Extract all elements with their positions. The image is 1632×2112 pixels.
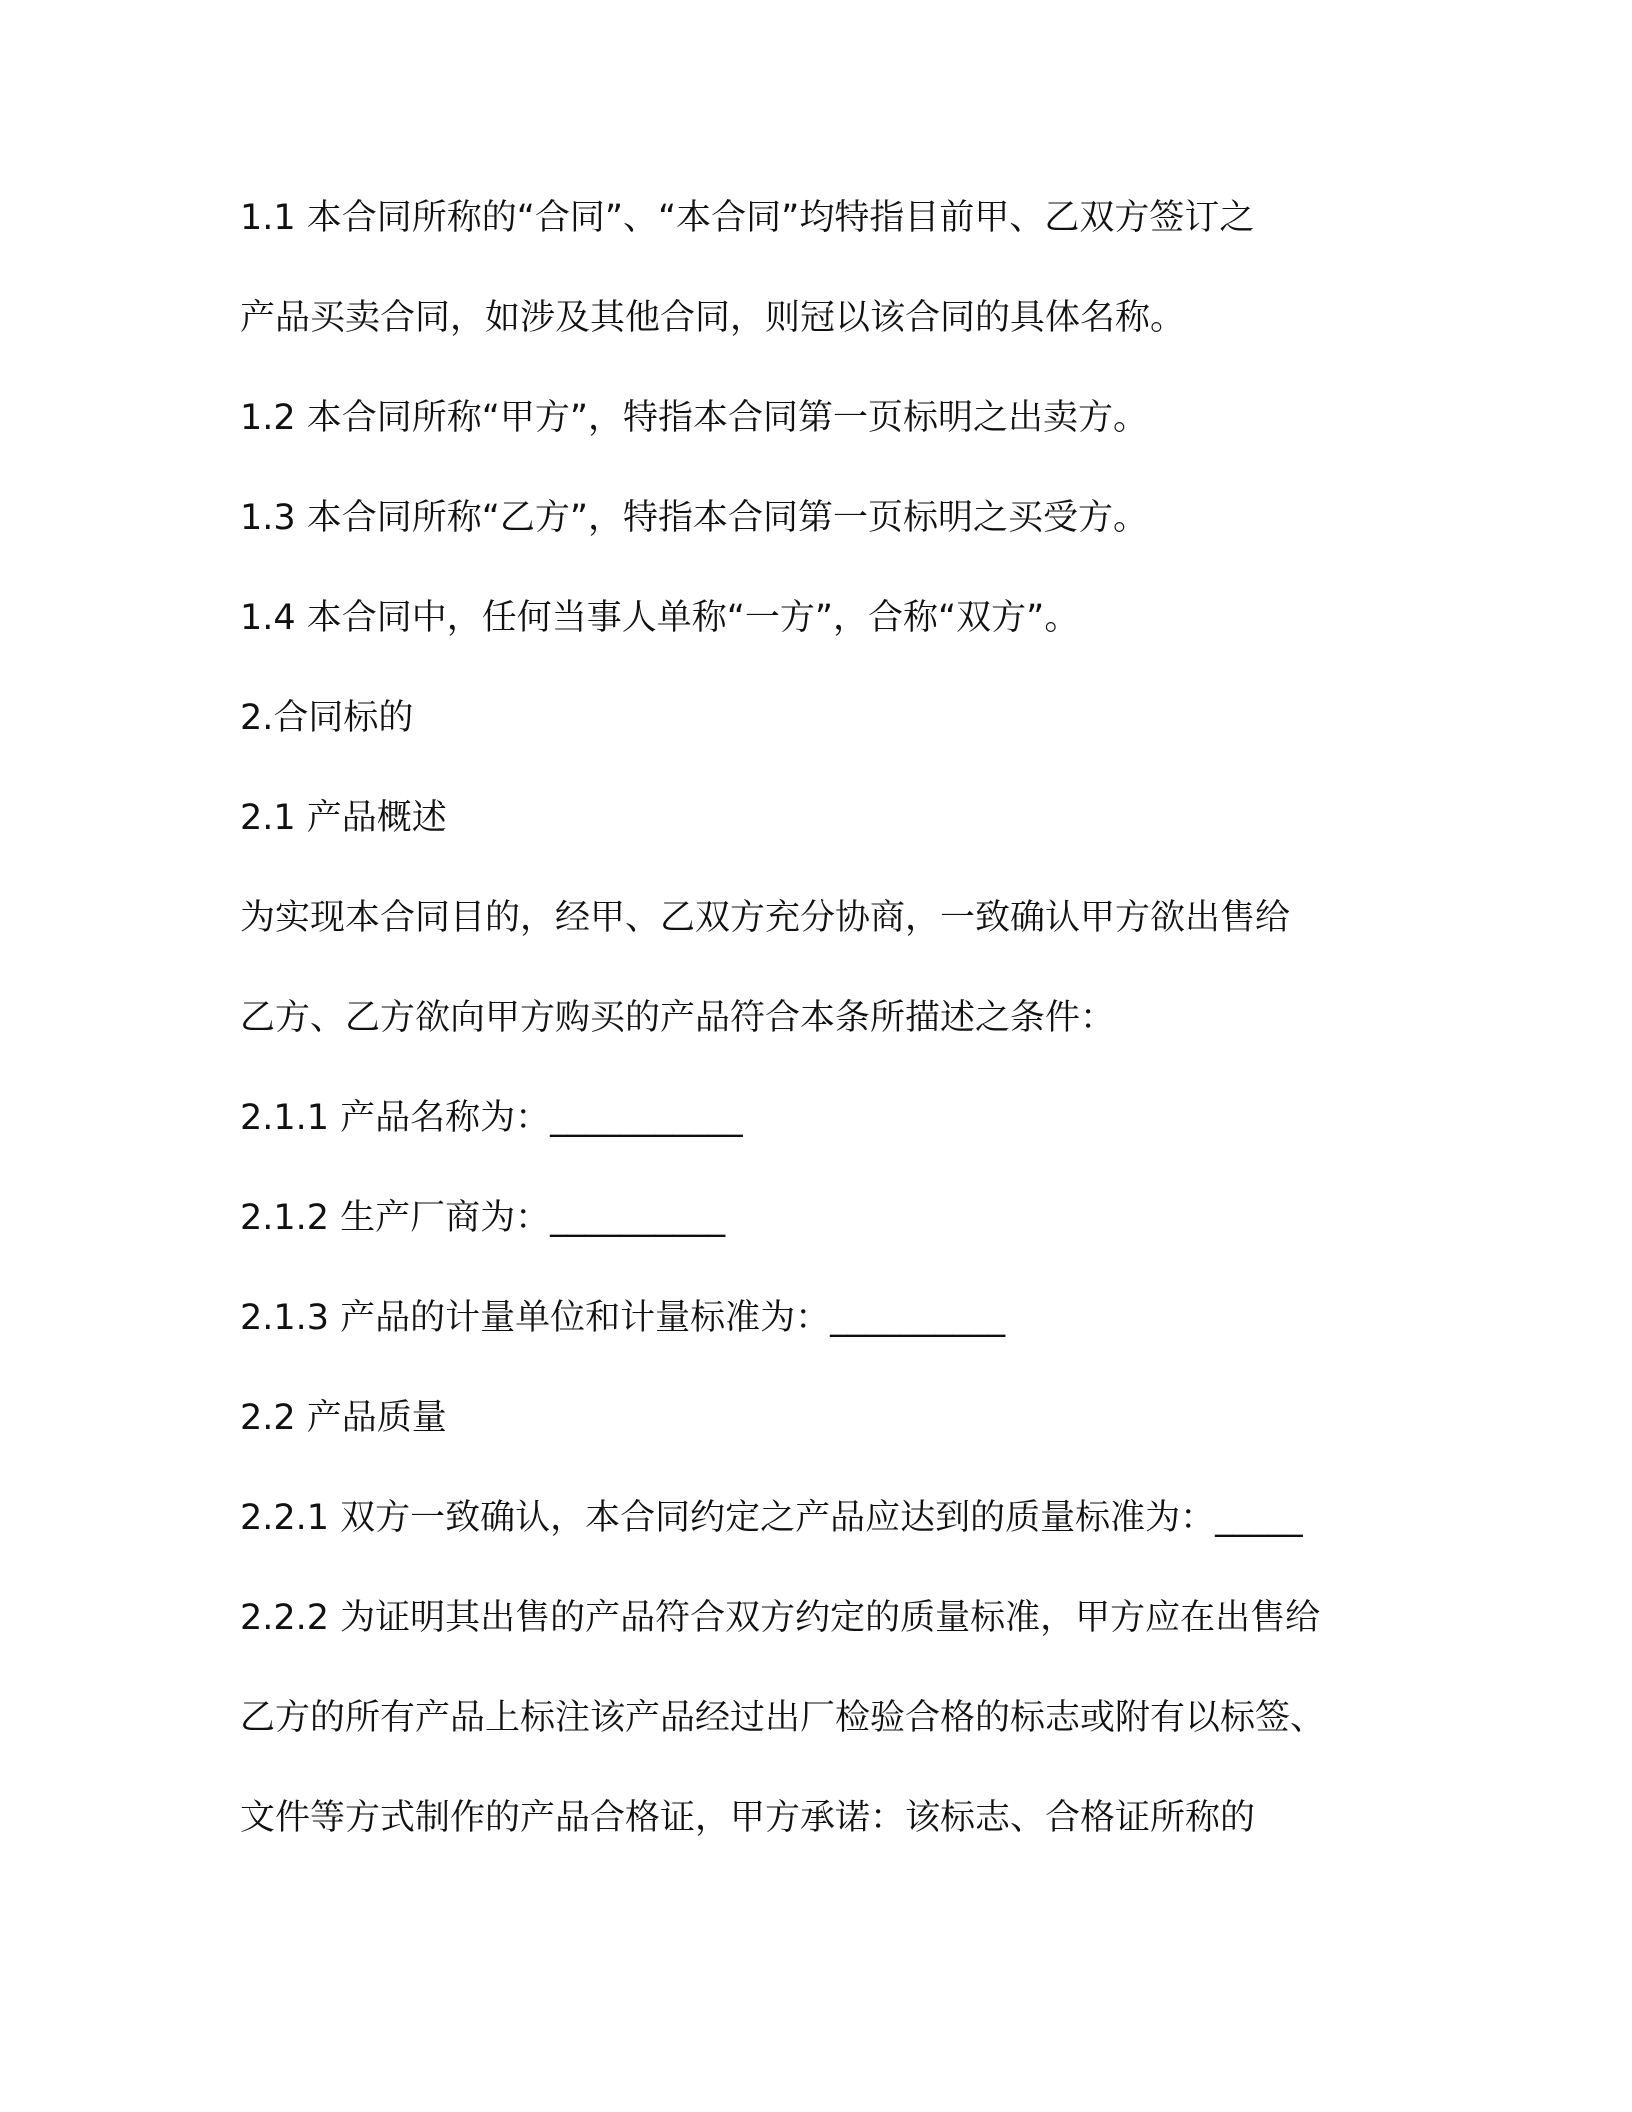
section-heading-2: 2.合同标的 <box>240 698 414 738</box>
text-line-1-4: 1.4 本合同中，任何当事人单称“一方”，合称“双方”。 <box>240 598 1080 638</box>
text-line-2-1a: 为实现本合同目的，经甲、乙双方充分协商，一致确认甲方欲出售给 <box>240 898 1291 938</box>
text-line-2-1-1: 2.1.1 产品名称为：___________ <box>240 1098 743 1138</box>
text-line-2-1b: 乙方、乙方欲向甲方购买的产品符合本条所描述之条件： <box>240 998 1116 1038</box>
text-line-1-2: 1.2 本合同所称“甲方”，特指本合同第一页标明之出卖方。 <box>240 398 1149 438</box>
text-line-2-1-2: 2.1.2 生产厂商为：__________ <box>240 1198 726 1238</box>
text-line-2-2-2a: 2.2.2 为证明其出售的产品符合双方约定的质量标准，甲方应在出售给 <box>240 1598 1321 1638</box>
text-line-2-2-1: 2.2.1 双方一致确认，本合同约定之产品应达到的质量标准为：_____ <box>240 1498 1303 1538</box>
text-line-1-1a: 1.1 本合同所称的“合同”、“本合同”均特指目前甲、乙双方签订之 <box>240 198 1255 238</box>
text-line-2-1-3: 2.1.3 产品的计量单位和计量标准为：__________ <box>240 1298 1006 1338</box>
text-line-1-3: 1.3 本合同所称“乙方”，特指本合同第一页标明之买受方。 <box>240 498 1149 538</box>
text-line-2-2-2b: 乙方的所有产品上标注该产品经过出厂检验合格的标志或附有以标签、 <box>240 1698 1326 1738</box>
subsection-heading-2-1: 2.1 产品概述 <box>240 798 447 838</box>
subsection-heading-2-2: 2.2 产品质量 <box>240 1398 447 1438</box>
text-line-2-2-2c: 文件等方式制作的产品合格证，甲方承诺：该标志、合格证所称的 <box>240 1798 1256 1838</box>
text-line-1-1b: 产品买卖合同，如涉及其他合同，则冠以该合同的具体名称。 <box>240 298 1186 338</box>
